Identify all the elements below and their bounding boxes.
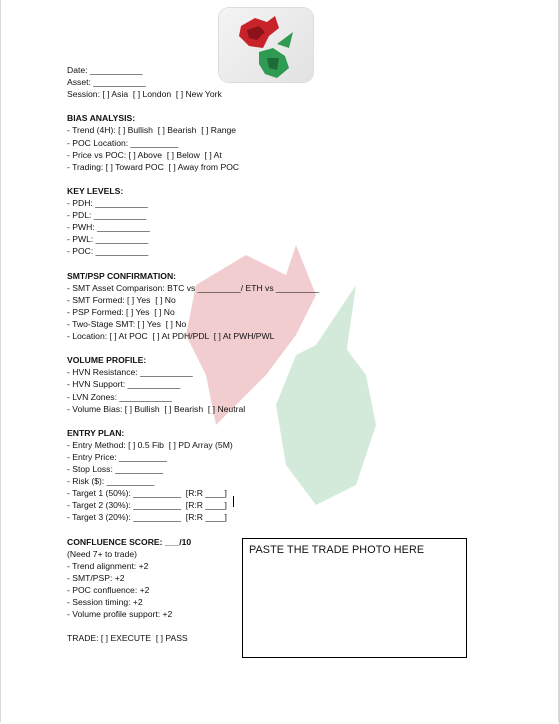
section-heading: VOLUME PROFILE: xyxy=(67,355,147,366)
checklist-line: - Entry Price: __________ xyxy=(67,452,167,462)
checklist-line: - PWH: ___________ xyxy=(67,222,150,233)
spacer xyxy=(67,342,367,354)
text-cursor xyxy=(233,496,234,507)
checklist-line: - SMT Asset Comparison: BTC vs _________/ ETH vs _________ xyxy=(67,282,320,293)
checklist-line: - SMT Formed: [ ] Yes [ ] No xyxy=(67,294,176,305)
checklist-line: - PDH: ___________ xyxy=(67,198,148,209)
section-heading: SMT/PSP CONFIRMATION: xyxy=(67,270,177,281)
checklist-line: - HVN Resistance: ___________ xyxy=(67,367,193,378)
checklist-line: - Volume Bias: [ ] Bullish [ ] Bearish [ ] Neutral xyxy=(67,403,246,414)
checklist-line: - Stop Loss: __________ xyxy=(67,464,164,475)
spacer xyxy=(67,524,367,536)
checklist-line: - Target 2 (30%): __________ [R:R ____] xyxy=(67,500,227,511)
section-heading: BIAS ANALYSIS: xyxy=(67,113,136,124)
spacer xyxy=(67,100,367,112)
spacer xyxy=(67,415,367,427)
spacer xyxy=(67,173,367,185)
checklist-line: Asset: ___________ xyxy=(67,77,146,88)
checklist-line: Date: ___________ xyxy=(67,65,143,75)
checklist-line: - Session timing: +2 xyxy=(67,597,143,608)
checklist-line: - POC confluence: +2 xyxy=(67,585,150,596)
checklist-line: Session: [ ] Asia [ ] London [ ] New York xyxy=(67,89,222,100)
checklist-line: (Need 7+ to trade) xyxy=(67,548,137,559)
checklist-line: - Trading: [ ] Toward POC [ ] Away from POC xyxy=(67,161,240,172)
checklist-line: - Trend alignment: +2 xyxy=(67,560,149,571)
checklist-line: - Volume profile support: +2 xyxy=(67,609,173,620)
checklist-line: - HVN Support: ___________ xyxy=(67,379,181,390)
checklist-line: - Entry Method: [ ] 0.5 Fib [ ] PD Array (5M) xyxy=(67,439,233,450)
checklist-line: - SMT/PSP: +2 xyxy=(67,572,125,583)
checklist-line: - Price vs POC: [ ] Above [ ] Below [ ] At xyxy=(67,149,222,160)
checklist-line: - Target 3 (20%): __________ [R:R ____] xyxy=(67,512,227,523)
section-heading: CONFLUENCE SCORE: ___/10 xyxy=(67,536,192,547)
checklist-line: - PWL: ___________ xyxy=(67,234,149,245)
checklist-line: - Location: [ ] At POC [ ] At PDH/PDL [ ] At PWH/PWL xyxy=(67,331,275,342)
checklist-line: - PDL: ___________ xyxy=(67,210,147,221)
section-heading: ENTRY PLAN: xyxy=(67,427,125,438)
checklist-line: - POC: ___________ xyxy=(67,246,149,257)
spacer xyxy=(67,258,367,270)
checklist-line: - Two-Stage SMT: [ ] Yes [ ] No xyxy=(67,318,187,329)
checklist-line: - Target 1 (50%): __________ [R:R ____] xyxy=(67,488,227,499)
checklist-line: - LVN Zones: ___________ xyxy=(67,391,172,402)
checklist-line: - Risk ($): __________ xyxy=(67,476,155,487)
checklist-line: - Trend (4H): [ ] Bullish [ ] Bearish [ ] Range xyxy=(67,125,237,136)
checklist-line: - PSP Formed: [ ] Yes [ ] No xyxy=(67,306,175,317)
checklist-line: TRADE: [ ] EXECUTE [ ] PASS xyxy=(67,633,188,644)
section-heading: KEY LEVELS: xyxy=(67,185,124,196)
trade-photo-box[interactable] xyxy=(242,538,467,658)
checklist-line: - POC Location: __________ xyxy=(67,137,179,148)
photo-box-label: PASTE THE TRADE PHOTO HERE xyxy=(249,544,425,556)
